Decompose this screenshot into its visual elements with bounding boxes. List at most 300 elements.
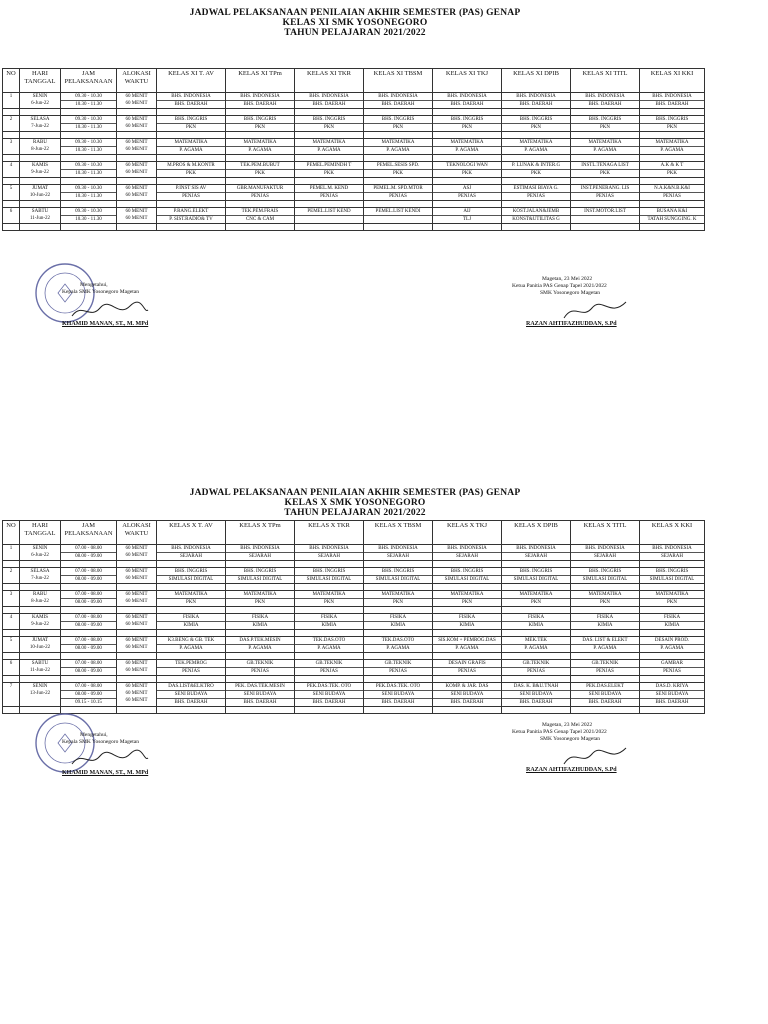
time-slot: 09.15 - 10.15 xyxy=(61,698,116,706)
spacer-cell xyxy=(61,132,117,139)
spacer-cell xyxy=(433,584,502,591)
subject-name: P.RANG.ELEKT xyxy=(173,209,209,214)
spacer-cell xyxy=(640,109,705,116)
subject-name: BHS. INDONESIA xyxy=(378,546,418,551)
subject-name: FISIKA xyxy=(596,615,614,620)
subject-name: SIMULASI DIGITAL xyxy=(364,575,432,583)
subject-name: PKK xyxy=(640,169,704,177)
spacer-cell xyxy=(502,707,571,714)
row-number: 5 xyxy=(3,637,20,653)
subject-name: INSTL.TENAGA LIST xyxy=(581,163,629,168)
date-label: 9-Jun-22 xyxy=(31,170,49,175)
day-label: SENIN xyxy=(32,94,48,99)
spacer-cell xyxy=(640,676,705,683)
subject-name: BHS. INDONESIA xyxy=(585,94,625,99)
spacer-cell xyxy=(20,584,61,591)
subject-cell xyxy=(433,139,502,155)
subject-name: AIJ xyxy=(463,209,471,214)
spacer-cell xyxy=(502,676,571,683)
spacer-cell xyxy=(226,201,295,208)
subject-cell xyxy=(226,591,295,607)
subject-name: TEK.PEM.FRAIS xyxy=(241,209,279,214)
time-cell xyxy=(61,139,117,155)
spacer-cell xyxy=(20,653,61,660)
day-date-cell xyxy=(20,116,61,132)
allocation-value: 60 MENIT xyxy=(125,569,148,574)
subject-name: FISIKA xyxy=(251,615,269,620)
spacer-cell xyxy=(364,224,433,231)
row-number: 6 xyxy=(3,660,20,676)
allocation-value: 60 MENIT xyxy=(125,615,148,620)
subject-name: P. AGAMA xyxy=(226,644,294,652)
subject-name xyxy=(295,215,363,216)
spacer-cell xyxy=(364,132,433,139)
subject-name: PKN xyxy=(295,123,363,131)
allocation-value: 60 MENIT xyxy=(125,661,148,666)
row-number: 1 xyxy=(3,545,20,561)
subject-name: SEJARAH xyxy=(433,552,501,560)
subject-cell xyxy=(226,545,295,561)
subject-cell xyxy=(502,185,571,201)
subject-name: KIMIA xyxy=(295,621,363,629)
subject-cell xyxy=(640,162,705,178)
subject-name: PENJAS xyxy=(640,192,704,200)
day-date-cell xyxy=(20,591,61,607)
subject-name: TLJ xyxy=(433,215,501,223)
day-label: SELASA xyxy=(30,569,50,574)
subject-cell xyxy=(640,591,705,607)
subject-name: BUSANA K&I xyxy=(656,209,688,214)
bottom-right-sig-line1: Magetan, 23 Mei 2022 xyxy=(542,722,593,728)
time-slot: 08.00 - 09.00 xyxy=(61,621,116,629)
subject-name: BHS. INDONESIA xyxy=(652,94,692,99)
subject-cell xyxy=(502,139,571,155)
subject-name: P. AGAMA xyxy=(226,146,294,154)
allocation-value: 60 MENIT xyxy=(125,193,148,198)
spacer-cell xyxy=(433,607,502,614)
allocation-value: 60 MENIT xyxy=(125,684,148,689)
column-header: JAM PELAKSANAAN xyxy=(61,521,117,545)
allocation-value: 60 MENIT xyxy=(125,216,148,221)
day-label: SENIN xyxy=(32,684,48,689)
subject-name: SIMULASI DIGITAL xyxy=(433,575,501,583)
top-left-sig-line2: Kepala SMK Yosonegoro Magetan xyxy=(62,289,139,295)
allocation-value: 60 MENIT xyxy=(125,94,148,99)
top-left-sig-line1: Mengetahui, xyxy=(80,282,108,288)
spacer-cell xyxy=(364,109,433,116)
spacer-cell xyxy=(571,707,640,714)
column-header: KELAS XI TBSM xyxy=(364,69,433,93)
table-row xyxy=(3,591,705,607)
spacer-cell xyxy=(433,561,502,568)
subject-name: BHS. INGGRIS xyxy=(655,569,689,574)
subject-cell xyxy=(364,660,433,676)
subject-name: FISIKA xyxy=(663,615,681,620)
subject-name: TEK.DAS.OTO xyxy=(381,638,415,643)
bottom-left-sig-line2: Kepala SMK Yosonegoro Magetan xyxy=(62,739,139,745)
subject-name: PENJAS xyxy=(364,192,432,200)
day-date-cell xyxy=(20,93,61,109)
subject-cell xyxy=(226,185,295,201)
subject-name: BHS. INGGRIS xyxy=(243,569,277,574)
subject-name: BHS. INDONESIA xyxy=(447,94,487,99)
spacer-cell xyxy=(20,109,61,116)
table-row xyxy=(3,162,705,178)
spacer-cell xyxy=(117,178,157,185)
date-label: 7-Jun-22 xyxy=(31,576,49,581)
spacer-cell xyxy=(61,653,117,660)
spacer-cell xyxy=(640,653,705,660)
time-slot: 09.30 - 10.30 xyxy=(75,94,102,99)
subject-name: P. AGAMA xyxy=(364,146,432,154)
allocation-value: 60 MENIT xyxy=(125,209,148,214)
spacer-cell xyxy=(640,607,705,614)
spacer-cell xyxy=(295,132,364,139)
subject-name xyxy=(364,215,432,216)
spacer-cell xyxy=(3,561,20,568)
spacer-cell xyxy=(117,584,157,591)
spacer-cell xyxy=(433,201,502,208)
spacer-cell xyxy=(364,607,433,614)
spacer-cell xyxy=(640,224,705,231)
spacer-cell xyxy=(502,109,571,116)
spacer-cell xyxy=(61,109,117,116)
subject-name: DAS.P.TEK.MESIN xyxy=(239,638,281,643)
subject-name: MEK.TEK xyxy=(524,638,548,643)
column-header: KELAS X TKR xyxy=(295,521,364,545)
subject-name: CNC & CAM xyxy=(226,215,294,223)
time-slot: 08.00 - 09.00 xyxy=(61,598,116,606)
subject-name: SEJARAH xyxy=(640,552,704,560)
bottom-title-line-2: KELAS X SMK YOSONEGORO xyxy=(284,498,426,508)
spacer-cell xyxy=(3,201,20,208)
subject-name: PKN xyxy=(364,123,432,131)
date-label: 6-Jun-22 xyxy=(31,553,49,558)
allocation-value: 60 MENIT xyxy=(125,163,148,168)
subject-name: BHS. INGGRIS xyxy=(655,117,689,122)
subject-name: BHS. INGGRIS xyxy=(381,569,415,574)
spacer-cell xyxy=(433,109,502,116)
spacer-cell xyxy=(157,109,226,116)
time-slot: 09.30 - 10.30 xyxy=(75,209,102,214)
spacer-cell xyxy=(157,584,226,591)
allocation-value: 60 MENIT xyxy=(125,691,148,696)
subject-cell xyxy=(295,683,364,707)
spacer-cell xyxy=(61,224,117,231)
table-row xyxy=(3,683,705,707)
subject-name: TATAH SUNGGING. K xyxy=(640,215,704,223)
row-number: 2 xyxy=(3,568,20,584)
subject-name xyxy=(571,215,639,216)
allocation-value: 60 MENIT xyxy=(125,622,148,627)
subject-name: PKN xyxy=(295,598,363,606)
subject-name: PKK xyxy=(502,169,570,177)
spacer-cell xyxy=(226,561,295,568)
subject-name: DAS.LIST&ELKTRO xyxy=(168,684,214,689)
spacer-row xyxy=(3,707,705,714)
subject-name: BHS. INDONESIA xyxy=(378,94,418,99)
subject-name: BHS. DAERAH xyxy=(640,698,704,706)
bottom-title-line-1: JADWAL PELAKSANAAN PENILAIAN AKHIR SEMESTER (PAS) GENAP xyxy=(189,488,521,498)
subject-cell xyxy=(295,660,364,676)
subject-name: BHS. INDONESIA xyxy=(447,546,487,551)
subject-cell xyxy=(433,116,502,132)
spacer-cell xyxy=(502,201,571,208)
day-label: SENIN xyxy=(32,546,48,551)
spacer-cell xyxy=(571,607,640,614)
spacer-cell xyxy=(364,155,433,162)
time-slot: 08.00 - 09.00 xyxy=(61,644,116,652)
subject-cell xyxy=(433,93,502,109)
bottom-schedule-table xyxy=(2,520,705,714)
subject-cell xyxy=(295,568,364,584)
spacer-cell xyxy=(157,178,226,185)
bottom-right-sig-name: RAZAN AHTIFAZHUDDAN, S.Pd xyxy=(526,767,617,773)
header-row xyxy=(3,69,705,93)
subject-name: BHS. INGGRIS xyxy=(243,117,277,122)
spacer-cell xyxy=(157,707,226,714)
subject-name: SIMULASI DIGITAL xyxy=(157,575,225,583)
subject-name: PENJAS xyxy=(157,192,225,200)
spacer-cell xyxy=(117,653,157,660)
spacer-cell xyxy=(117,109,157,116)
subject-cell xyxy=(364,545,433,561)
top-right-sig-line2: Ketua Panitia PAS Genap Tapel 2021/2022 xyxy=(512,283,607,289)
subject-name: MATEMATIKA xyxy=(519,592,553,597)
spacer-row xyxy=(3,584,705,591)
subject-name: SIMULASI DIGITAL xyxy=(502,575,570,583)
allocation-value: 60 MENIT xyxy=(125,147,148,152)
subject-cell xyxy=(226,162,295,178)
spacer-cell xyxy=(364,178,433,185)
subject-name: PEMEL.LIST KENDI xyxy=(375,209,421,214)
subject-cell xyxy=(502,637,571,653)
subject-name: SIS.KOM + PEMROG.DAS xyxy=(438,638,496,643)
subject-name: P. LUNAK & INTER.G xyxy=(511,163,561,168)
spacer-cell xyxy=(571,676,640,683)
subject-name: PENJAS xyxy=(502,192,570,200)
spacer-cell xyxy=(20,132,61,139)
spacer-cell xyxy=(502,630,571,637)
day-label: SABTU xyxy=(31,209,49,214)
spacer-cell xyxy=(364,561,433,568)
spacer-row xyxy=(3,224,705,231)
allocation-value: 60 MENIT xyxy=(125,117,148,122)
allocation-value: 60 MENIT xyxy=(125,101,148,106)
subject-name: GAMBAR xyxy=(661,661,683,666)
bottom-section xyxy=(0,480,768,1024)
subject-name: MATEMATIKA xyxy=(450,592,484,597)
subject-cell xyxy=(571,591,640,607)
date-label: 13-Jun-22 xyxy=(29,691,51,696)
subject-cell xyxy=(571,637,640,653)
subject-name: BHS. INGGRIS xyxy=(312,117,346,122)
bottom-left-signature xyxy=(62,732,148,777)
subject-name: PENJAS xyxy=(502,667,570,675)
subject-cell xyxy=(157,545,226,561)
time-slot: 08.00 - 09.00 xyxy=(61,552,116,560)
subject-name: KOST.JALAN&JEMB xyxy=(512,209,560,214)
subject-name: KIMIA xyxy=(157,621,225,629)
date-label: 8-Jun-22 xyxy=(31,599,49,604)
subject-cell xyxy=(226,683,295,707)
subject-cell xyxy=(226,660,295,676)
subject-name: BHS. INGGRIS xyxy=(174,117,208,122)
column-header: KELAS X TKJ xyxy=(433,521,502,545)
top-right-sig-line3: SMK Yosonegoro Magetan xyxy=(540,290,601,296)
subject-name: PKN xyxy=(157,598,225,606)
subject-name: ASJ xyxy=(462,186,472,191)
day-date-cell xyxy=(20,614,61,630)
subject-name: PKN xyxy=(226,598,294,606)
subject-cell xyxy=(433,545,502,561)
spacer-cell xyxy=(640,132,705,139)
subject-name: GB.TEKNIK xyxy=(315,661,343,666)
spacer-cell xyxy=(295,155,364,162)
subject-name: BHS. INDONESIA xyxy=(240,94,280,99)
spacer-cell xyxy=(502,653,571,660)
table-row xyxy=(3,116,705,132)
subject-cell xyxy=(364,568,433,584)
subject-cell xyxy=(157,637,226,653)
spacer-cell xyxy=(364,630,433,637)
subject-name: KIMIA xyxy=(502,621,570,629)
spacer-cell xyxy=(502,607,571,614)
spacer-cell xyxy=(571,155,640,162)
subject-name: SEJARAH xyxy=(571,552,639,560)
subject-name: PENJAS xyxy=(226,667,294,675)
bottom-title xyxy=(150,488,560,518)
row-number: 3 xyxy=(3,139,20,155)
spacer-cell xyxy=(226,607,295,614)
subject-name: BHS. INGGRIS xyxy=(450,117,484,122)
column-header: KELAS X TITL xyxy=(571,521,640,545)
spacer-cell xyxy=(157,201,226,208)
spacer-cell xyxy=(433,178,502,185)
spacer-cell xyxy=(640,630,705,637)
subject-name: P.INST SIS AV xyxy=(175,186,207,191)
subject-name: PKK xyxy=(364,169,432,177)
spacer-cell xyxy=(295,676,364,683)
subject-name: BHS. DAERAH xyxy=(295,100,363,108)
subject-name: MATEMATIKA xyxy=(588,140,622,145)
subject-name: KIMIA xyxy=(433,621,501,629)
spacer-cell xyxy=(364,201,433,208)
allocation-cell xyxy=(117,545,157,561)
top-right-signature xyxy=(512,276,617,328)
subject-cell xyxy=(295,637,364,653)
subject-name: PENJAS xyxy=(295,192,363,200)
subject-cell xyxy=(433,683,502,707)
spacer-cell xyxy=(20,676,61,683)
spacer-cell xyxy=(3,584,20,591)
spacer-cell xyxy=(502,155,571,162)
day-label: JUMAT xyxy=(31,186,49,191)
subject-cell xyxy=(502,116,571,132)
spacer-cell xyxy=(20,201,61,208)
allocation-value: 60 MENIT xyxy=(125,546,148,551)
spacer-row xyxy=(3,630,705,637)
subject-name: KIMIA xyxy=(571,621,639,629)
column-header: KELAS XI TPm xyxy=(226,69,295,93)
subject-name: FISIKA xyxy=(320,615,338,620)
top-left-sig-name: KHAMID MANAN, ST., M. MPd xyxy=(62,321,149,327)
time-cell xyxy=(61,660,117,676)
column-header: KELAS XI TITL xyxy=(571,69,640,93)
subject-name: SEJARAH xyxy=(226,552,294,560)
subject-name: SIMULASI DIGITAL xyxy=(640,575,704,583)
subject-cell xyxy=(502,683,571,707)
spacer-cell xyxy=(364,584,433,591)
allocation-cell xyxy=(117,637,157,653)
subject-cell xyxy=(640,568,705,584)
spacer-cell xyxy=(20,561,61,568)
subject-name: TEK.PEM.BUBUT xyxy=(240,163,280,168)
subject-name: PENJAS xyxy=(433,667,501,675)
subject-cell xyxy=(364,185,433,201)
subject-name: SENI BUDAYA xyxy=(364,690,432,698)
subject-name: MATEMATIKA xyxy=(243,592,277,597)
subject-name: KIMIA xyxy=(226,621,294,629)
subject-name: BHS. INDONESIA xyxy=(652,546,692,551)
subject-cell xyxy=(571,116,640,132)
top-left-signature xyxy=(62,282,148,328)
subject-name: GBR.MANUFAKTUR xyxy=(236,186,284,191)
subject-name: PKN xyxy=(502,598,570,606)
subject-name: BHS. DAERAH xyxy=(157,100,225,108)
top-title xyxy=(150,8,560,38)
spacer-cell xyxy=(157,676,226,683)
subject-cell xyxy=(571,139,640,155)
column-header: KELAS XI T. AV xyxy=(157,69,226,93)
column-header: KELAS XI TKR xyxy=(295,69,364,93)
subject-name: INST.PENERANG. LIS xyxy=(580,186,630,191)
day-label: SABTU xyxy=(31,661,49,666)
subject-name: PKK xyxy=(433,169,501,177)
column-header: HARI TANGGAL xyxy=(20,69,61,93)
spacer-cell xyxy=(3,607,20,614)
spacer-cell xyxy=(295,630,364,637)
column-header: HARI TANGGAL xyxy=(20,521,61,545)
subject-cell xyxy=(157,591,226,607)
subject-name: P. AGAMA xyxy=(640,146,704,154)
spacer-cell xyxy=(571,630,640,637)
time-slot: 09.30 - 10.30 xyxy=(75,186,102,191)
spacer-cell xyxy=(61,607,117,614)
table-row xyxy=(3,208,705,224)
subject-name: BHS. INDONESIA xyxy=(309,546,349,551)
time-slot: 10.30 - 11.30 xyxy=(61,100,116,108)
row-number: 4 xyxy=(3,614,20,630)
subject-name: MATEMATIKA xyxy=(450,140,484,145)
subject-cell xyxy=(571,568,640,584)
spacer-cell xyxy=(364,707,433,714)
allocation-value: 60 MENIT xyxy=(125,124,148,129)
subject-name: PENJAS xyxy=(157,667,225,675)
subject-name: BHS. INDONESIA xyxy=(585,546,625,551)
spacer-cell xyxy=(226,653,295,660)
subject-cell xyxy=(364,116,433,132)
subject-name: P. AGAMA xyxy=(295,644,363,652)
day-date-cell xyxy=(20,545,61,561)
subject-cell xyxy=(502,660,571,676)
time-slot: 09.30 - 10.30 xyxy=(75,140,102,145)
subject-cell xyxy=(295,614,364,630)
subject-cell xyxy=(433,185,502,201)
bottom-left-sig-line1: Mengetahui, xyxy=(80,732,108,738)
column-header: KELAS XI KKI xyxy=(640,69,705,93)
subject-cell xyxy=(226,568,295,584)
